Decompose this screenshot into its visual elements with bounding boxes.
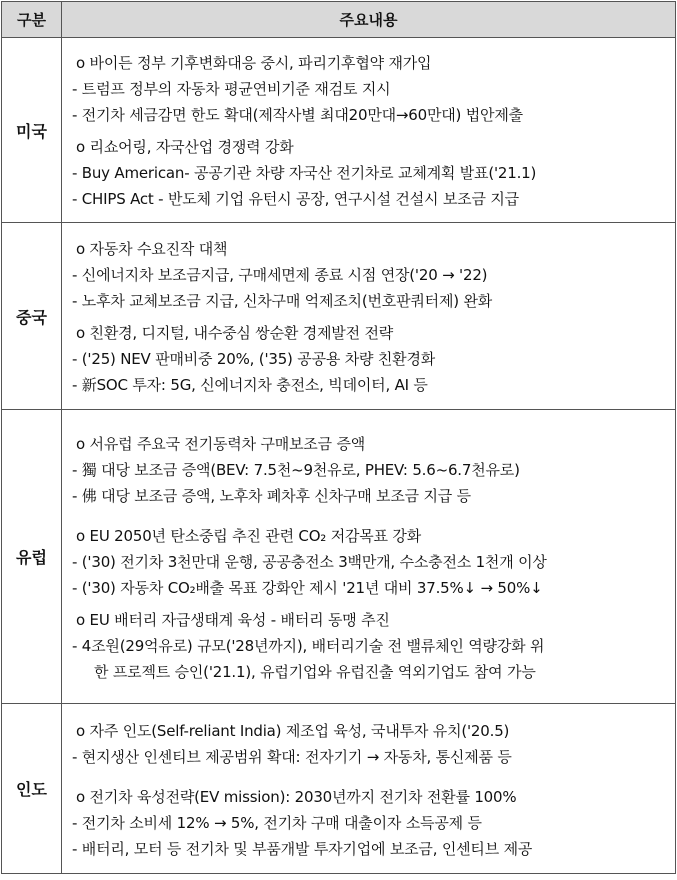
policy-block — [72, 134, 671, 212]
policy-block — [72, 718, 671, 770]
header-content: 주요내용 — [62, 2, 676, 38]
policy-block — [72, 607, 671, 685]
row-content — [62, 223, 676, 410]
row-category: 인도 — [2, 704, 62, 874]
block-item: - 신에너지차 보조금지급, 구매세면제 종료 시점 연장('20 → '22) — [72, 266, 488, 284]
block-item: - 배터리, 모터 등 전기차 및 부품개발 투자기업에 보조금, 인센티브 제공 — [72, 839, 533, 858]
block-heading: o EU 배터리 자급생태계 육성 - 배터리 동맹 추진 — [76, 610, 390, 629]
table-header-row — [2, 2, 676, 38]
row-content — [62, 38, 676, 223]
policy-block — [72, 236, 671, 314]
policy-block — [72, 50, 671, 128]
block-item: - 獨 대당 보조금 증액(BEV: 7.5천~9천유로, PHEV: 5.6~6.7천유로) — [72, 460, 520, 479]
block-heading: o 자주 인도(Self-reliant India) 제조업 육성, 국내투자 유치('20.5) — [76, 721, 510, 740]
block-item: - CHIPS Act - 반도체 기업 유턴시 공장, 연구시설 건설시 보조금 지급 — [72, 190, 519, 208]
block-item: - ('30) 자동차 CO₂배출 목표 강화안 제시 '21년 대비 37.5%↓ → 50%↓ — [72, 578, 543, 597]
table-row — [2, 223, 676, 410]
row-category: 중국 — [2, 223, 62, 410]
table-row — [2, 38, 676, 223]
block-heading: o 서유럽 주요국 전기동력차 구매보조금 증액 — [76, 434, 366, 453]
block-item: - 전기차 세금감면 한도 확대(제작사별 최대20만대→60만대) 법안제출 — [72, 106, 523, 124]
block-item: - ('30) 전기차 3천만대 운행, 공공충전소 3백만개, 수소충전소 1천개 이상 — [72, 552, 547, 571]
block-item: - 佛 대당 보조금 증액, 노후차 폐차후 신차구매 보조금 지급 등 — [72, 486, 471, 505]
block-item: - 4조원(29억유로) 규모('28년까지), 배터리기술 전 밸류체인 역량강화 위 — [72, 636, 545, 655]
block-item: - ('25) NEV 판매비중 20%, ('35) 공공용 차량 친환경화 — [72, 350, 436, 368]
policy-block — [72, 320, 671, 398]
policy-table — [1, 1, 676, 874]
table-row — [2, 410, 676, 704]
block-heading: o 전기차 육성전략(EV mission): 2030년까지 전기차 전환률 100% — [76, 787, 517, 806]
block-item: - 新SOC 투자: 5G, 신에너지차 충전소, 빅데이터, AI 등 — [72, 376, 428, 394]
header-category: 구분 — [2, 2, 62, 38]
row-content — [62, 410, 676, 704]
row-content — [62, 704, 676, 874]
block-item: - 전기차 소비세 12% → 5%, 전기차 구매 대출이자 소득공제 등 — [72, 813, 482, 832]
block-item: - Buy American- 공공기관 차량 자국산 전기차로 교체계획 발표('21.1) — [72, 164, 537, 182]
block-item: - 트럼프 정부의 자동차 평균연비기준 재검토 지시 — [72, 80, 391, 98]
row-category: 유럽 — [2, 410, 62, 704]
block-heading: o 리쇼어링, 자국산업 경쟁력 강화 — [76, 138, 294, 156]
block-item: - 노후차 교체보조금 지급, 신차구매 억제조치(번호판쿼터제) 완화 — [72, 292, 493, 310]
table-row — [2, 704, 676, 874]
row-category: 미국 — [2, 38, 62, 223]
policy-block — [72, 784, 671, 862]
block-heading: o 자동차 수요진작 대책 — [76, 240, 228, 258]
block-heading: o 바이든 정부 기후변화대응 중시, 파리기후협약 재가입 — [76, 54, 432, 72]
policy-block — [72, 523, 671, 601]
block-item: - 현지생산 인센티브 제공범위 확대: 전자기기 → 자동차, 통신제품 등 — [72, 747, 512, 766]
policy-block — [72, 431, 671, 509]
block-item-continuation: 한 프로젝트 승인('21.1), 유럽기업와 유럽진출 역외기업도 참여 가능 — [94, 662, 536, 681]
block-heading: o 친환경, 디지털, 내수중심 쌍순환 경제발전 전략 — [76, 324, 394, 342]
block-heading: o EU 2050년 탄소중립 추진 관련 CO₂ 저감목표 강화 — [76, 526, 421, 545]
